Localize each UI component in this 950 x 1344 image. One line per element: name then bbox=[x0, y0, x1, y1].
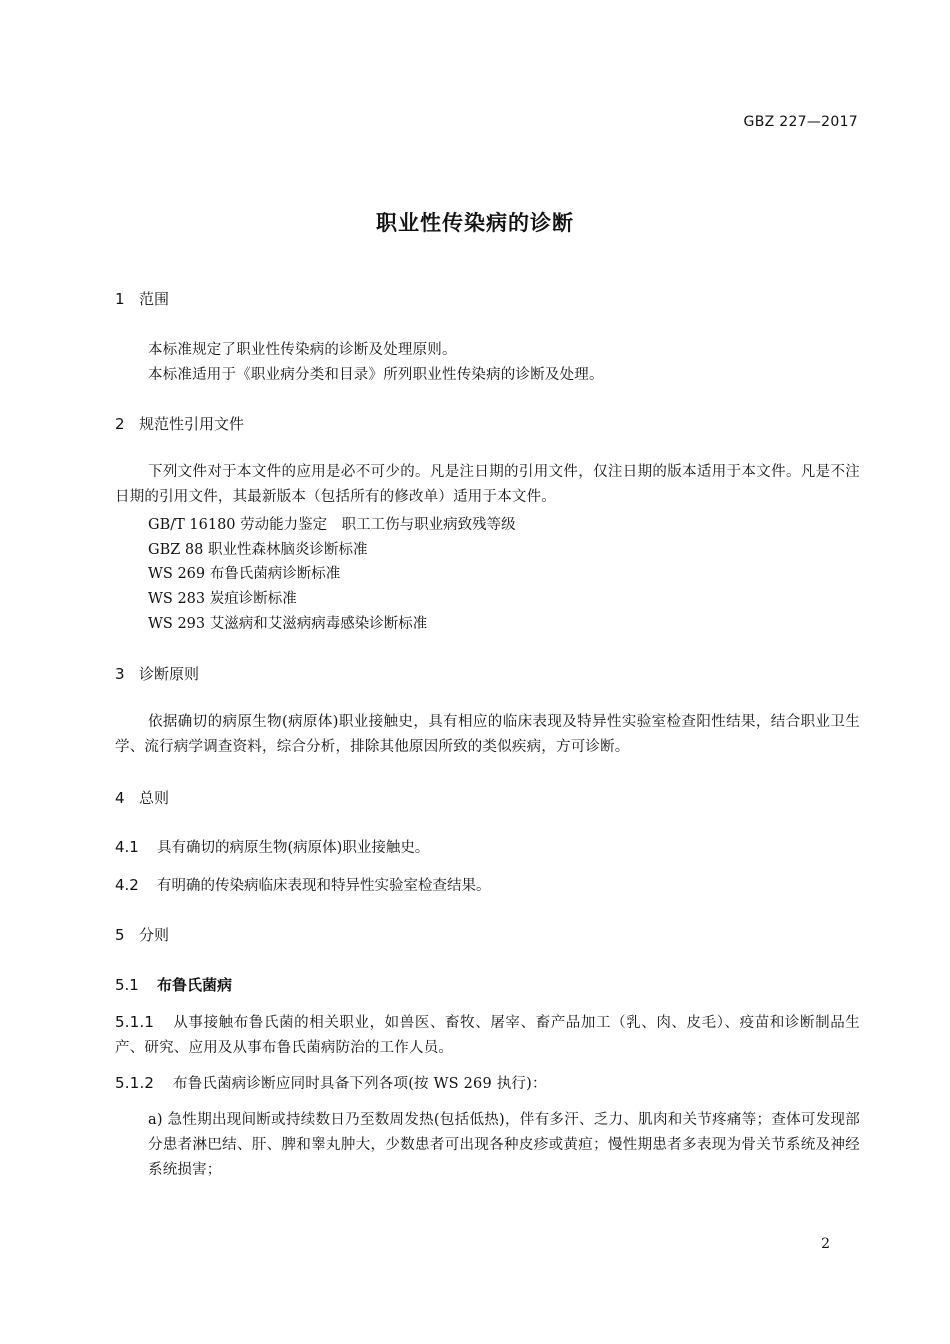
section-title: 范围 bbox=[139, 290, 170, 308]
document-title: 职业性传染病的诊断 bbox=[376, 211, 574, 235]
section-title: 规范性引用文件 bbox=[139, 415, 245, 433]
section-5-1-heading bbox=[115, 974, 232, 995]
section-2-heading bbox=[115, 413, 244, 434]
clause-text: 布鲁氏菌病诊断应同时具备下列各项(按 WS 269 执行)： bbox=[173, 1076, 547, 1092]
clause-4-2 bbox=[115, 874, 491, 895]
section-4-heading bbox=[115, 787, 169, 808]
section-3-para: 依据确切的病原生物(病原体)职业接触史，具有相应的临床表现及特异性实验室检查阳性结果，结合职业卫生学、流行病学调查资料，综合分析，排除其他原因所致的类似疾病，方可诊断。 bbox=[115, 714, 860, 755]
clause-number: 4.2 bbox=[115, 876, 139, 894]
section-title: 诊断原则 bbox=[139, 665, 200, 683]
clause-title: 布鲁氏菌病 bbox=[157, 976, 233, 994]
clause-number: 5.1.1 bbox=[115, 1013, 155, 1031]
section-3-heading bbox=[115, 663, 199, 684]
section-2-intro: 下列文件对于本文件的应用是必不可少的。凡是注日期的引用文件，仅注日期的版本适用于本文件。凡是不注日期的引用文件，其最新版本（包括所有的修改单）适用于本文件。 bbox=[115, 464, 860, 505]
section-5-heading bbox=[115, 924, 169, 945]
reference-item: GB/T 16180 劳动能力鉴定 职工工伤与职业病致残等级 bbox=[148, 517, 516, 533]
reference-item: GBZ 88 职业性森林脑炎诊断标准 bbox=[148, 542, 368, 558]
section-number: 5 bbox=[115, 926, 125, 944]
clause-5-1-2 bbox=[115, 1071, 860, 1097]
clause-5-1-1 bbox=[115, 1010, 860, 1061]
section-title: 总则 bbox=[139, 789, 170, 807]
clause-text: 具有确切的病原生物(病原体)职业接触史。 bbox=[157, 840, 430, 856]
clause-4-1 bbox=[115, 836, 429, 857]
clause-text: 从事接触布鲁氏菌的相关职业，如兽医、畜牧、屠宰、畜产品加工（乳、肉、皮毛）、疫苗和诊断制品生产、研究、应用及从事布鲁氏菌病防治的工作人员。 bbox=[115, 1015, 860, 1056]
clause-number: 5.1 bbox=[115, 976, 139, 994]
clause-text: 有明确的传染病临床表现和特异性实验室检查结果。 bbox=[157, 878, 491, 894]
section-number: 4 bbox=[115, 789, 125, 807]
document-code: GBZ 227—2017 bbox=[743, 114, 858, 130]
reference-item: WS 293 艾滋病和艾滋病病毒感染诊断标准 bbox=[148, 616, 428, 632]
section-number: 2 bbox=[115, 415, 125, 433]
clause-number: 5.1.2 bbox=[115, 1074, 155, 1092]
reference-item: WS 283 炭疽诊断标准 bbox=[148, 591, 297, 607]
page-number: 2 bbox=[821, 1236, 830, 1252]
reference-item: WS 269 布鲁氏菌病诊断标准 bbox=[148, 566, 341, 582]
section-1-para-1: 本标准规定了职业性传染病的诊断及处理原则。 bbox=[148, 342, 457, 358]
section-number: 1 bbox=[115, 290, 125, 308]
list-item-a: a) 急性期出现间断或持续数日乃至数周发热(包括低热)，伴有多汗、乏力、肌肉和关节疼痛等；查体可发现部分患者淋巴结、肝、脾和睾丸肿大，少数患者可出现各种皮疹或黄疸；慢性期患者多表现为骨关节系统及神经系统损害； bbox=[148, 1112, 860, 1178]
section-number: 3 bbox=[115, 665, 125, 683]
section-1-para-2: 本标准适用于《职业病分类和目录》所列职业性传染病的诊断及处理。 bbox=[148, 367, 604, 383]
clause-number: 4.1 bbox=[115, 838, 139, 856]
section-title: 分则 bbox=[139, 926, 170, 944]
section-1-heading bbox=[115, 288, 169, 309]
